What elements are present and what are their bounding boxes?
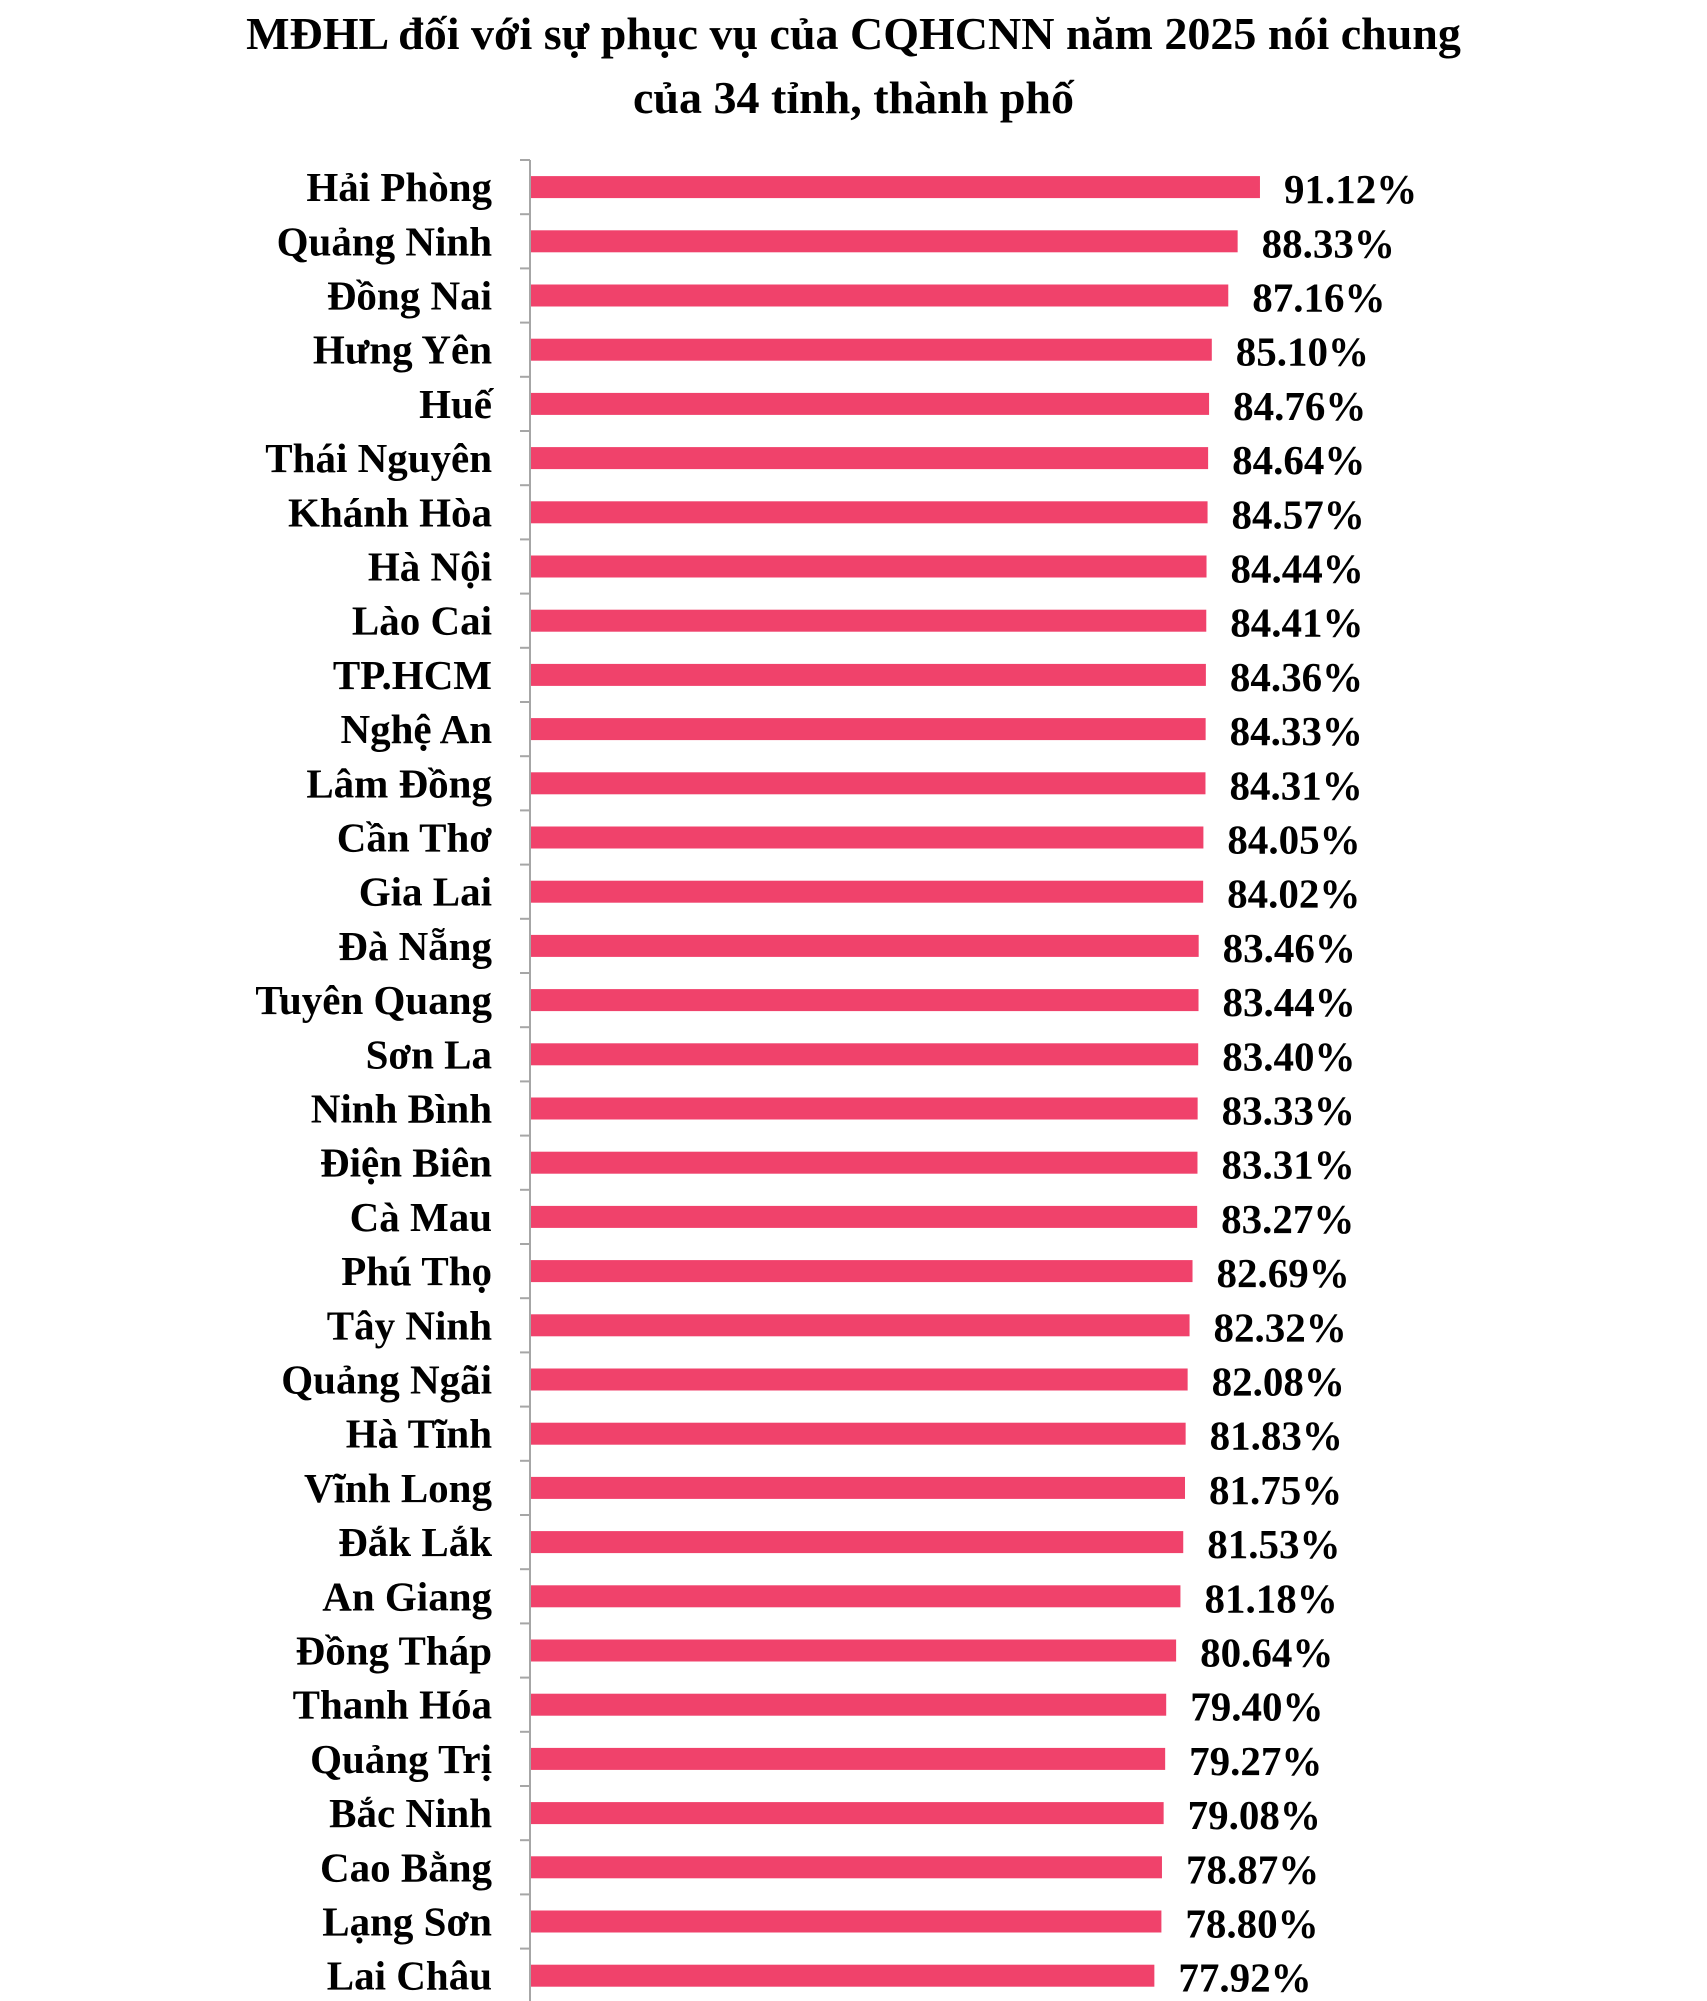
data-label: 81.18%	[1204, 1575, 1338, 1622]
category-label: Lạng Sơn	[322, 1898, 492, 1945]
category-label: Lai Châu	[326, 1952, 492, 1999]
category-label: Đồng Tháp	[295, 1627, 492, 1674]
bar	[531, 285, 1228, 307]
bar	[531, 176, 1260, 198]
data-label: 83.33%	[1221, 1087, 1355, 1134]
data-label: 83.46%	[1222, 924, 1356, 971]
data-label: 83.27%	[1221, 1195, 1355, 1242]
data-label: 91.12%	[1283, 166, 1418, 213]
data-label: 83.31%	[1221, 1141, 1355, 1188]
category-label: Thanh Hóa	[292, 1681, 492, 1728]
bar	[531, 935, 1199, 957]
data-label: 83.44%	[1222, 979, 1356, 1026]
bar	[531, 393, 1209, 415]
data-label: 82.69%	[1216, 1250, 1350, 1297]
category-label: Quảng Ninh	[276, 218, 492, 265]
data-label: 84.57%	[1231, 491, 1365, 538]
data-label: 80.64%	[1200, 1629, 1334, 1676]
data-label: 81.83%	[1209, 1412, 1343, 1459]
bar	[531, 1206, 1197, 1228]
category-label: Bắc Ninh	[329, 1790, 492, 1837]
bar	[531, 1802, 1164, 1824]
bar	[531, 1369, 1188, 1391]
category-label: Cao Bằng	[319, 1844, 492, 1891]
data-label: 87.16%	[1252, 274, 1386, 321]
category-label: Quảng Ngãi	[281, 1356, 492, 1403]
category-label: Đà Nẵng	[338, 922, 492, 969]
category-label: Gia Lai	[358, 868, 492, 915]
category-axis	[255, 160, 530, 2001]
data-label: 84.76%	[1233, 382, 1367, 429]
bar	[531, 989, 1199, 1011]
data-label: 84.41%	[1230, 599, 1364, 646]
data-label: 81.53%	[1207, 1521, 1341, 1568]
data-label: 84.05%	[1227, 816, 1361, 863]
bar	[531, 1314, 1190, 1336]
bar	[531, 1965, 1154, 1987]
bar	[531, 1043, 1198, 1065]
data-label: 81.75%	[1209, 1466, 1343, 1513]
category-label: Quảng Trị	[310, 1735, 492, 1782]
bar	[531, 1748, 1165, 1770]
category-label: Cà Mau	[349, 1193, 492, 1240]
bar	[531, 447, 1208, 469]
category-label: Sơn La	[365, 1031, 492, 1078]
category-label: Cần Thơ	[336, 814, 492, 861]
bar	[531, 339, 1212, 361]
chart-title-line-1: MĐHL đối với sự phục vụ của CQHCNN năm 2025 nói chung	[246, 8, 1461, 59]
category-label: TP.HCM	[332, 651, 492, 698]
category-label: Thái Nguyên	[265, 435, 492, 482]
data-label: 84.44%	[1230, 545, 1364, 592]
category-label: Lào Cai	[351, 597, 492, 644]
data-label: 79.08%	[1187, 1792, 1321, 1839]
category-label: Ninh Bình	[310, 1085, 492, 1132]
bar	[531, 1423, 1186, 1445]
category-label: Lâm Đồng	[306, 760, 492, 807]
bar	[531, 718, 1206, 740]
data-label: 82.08%	[1211, 1358, 1345, 1405]
category-label: Đắk Lắk	[338, 1519, 492, 1566]
data-label: 85.10%	[1235, 328, 1370, 375]
data-label: 77.92%	[1178, 1954, 1312, 2001]
bar	[531, 1477, 1185, 1499]
bar	[531, 501, 1208, 523]
category-label: Hà Nội	[367, 543, 492, 590]
category-label: Tuyên Quang	[255, 977, 492, 1024]
bar	[531, 664, 1206, 686]
bar	[531, 827, 1203, 849]
chart-title-line-2: của 34 tỉnh, thành phố	[633, 72, 1074, 123]
data-label: 84.31%	[1229, 762, 1363, 809]
data-label: 78.80%	[1185, 1900, 1319, 1947]
bar	[531, 610, 1206, 632]
data-label: 79.27%	[1189, 1737, 1323, 1784]
bar	[531, 1260, 1193, 1282]
bar-series	[531, 166, 1417, 2001]
category-label: Vĩnh Long	[303, 1464, 492, 1511]
data-label: 82.32%	[1213, 1304, 1347, 1351]
data-label: 78.87%	[1185, 1846, 1320, 1893]
category-label: Phú Thọ	[341, 1248, 492, 1295]
bar	[531, 1911, 1161, 1933]
bar	[531, 772, 1205, 794]
bar	[531, 1098, 1198, 1120]
bar	[531, 556, 1207, 578]
data-label: 83.40%	[1222, 1033, 1356, 1080]
data-label: 88.33%	[1261, 220, 1395, 267]
category-label: Khánh Hòa	[288, 489, 492, 536]
category-label: An Giang	[322, 1573, 492, 1620]
bar	[531, 1531, 1183, 1553]
bar	[531, 881, 1203, 903]
bar	[531, 1694, 1166, 1716]
category-label: Điện Biên	[320, 1139, 492, 1186]
category-label: Hà Tĩnh	[345, 1410, 492, 1457]
data-label: 84.36%	[1229, 653, 1364, 700]
category-label: Huế	[419, 380, 492, 427]
bar	[531, 1856, 1162, 1878]
category-label: Nghệ An	[340, 706, 492, 753]
data-label: 79.40%	[1190, 1683, 1324, 1730]
data-label: 84.02%	[1227, 870, 1361, 917]
category-label: Đồng Nai	[326, 272, 492, 319]
bar	[531, 1152, 1197, 1174]
category-label: Hưng Yên	[312, 326, 492, 373]
bar	[531, 230, 1238, 252]
bar	[531, 1585, 1180, 1607]
data-label: 84.33%	[1229, 708, 1363, 755]
category-label: Tây Ninh	[326, 1302, 492, 1349]
bar	[531, 1640, 1176, 1662]
category-label: Hải Phòng	[306, 164, 492, 211]
data-label: 84.64%	[1232, 437, 1366, 484]
